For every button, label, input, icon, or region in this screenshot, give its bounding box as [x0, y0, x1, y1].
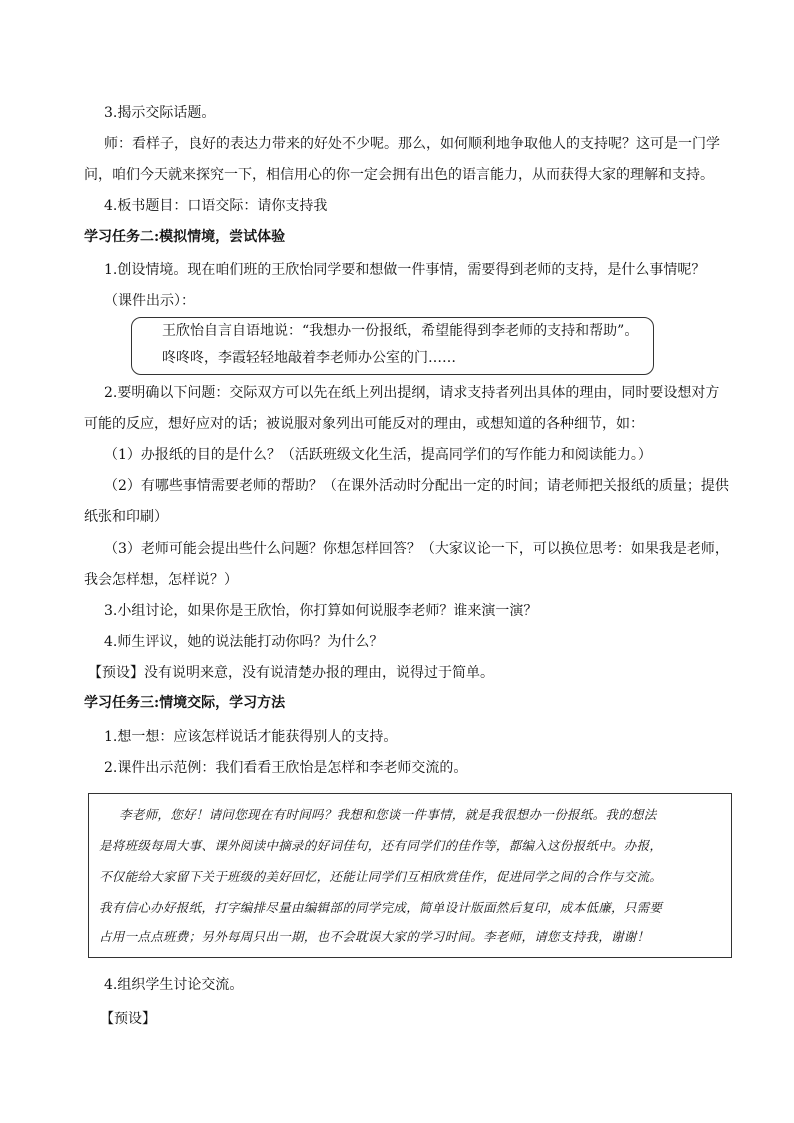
- paragraph-step-4: 4.板书题目：口语交际：请你支持我: [104, 198, 328, 214]
- paragraph-preset-2: 【预设】: [100, 1011, 156, 1027]
- question-3-line-1: （3）老师可能会提出些什么问题？你想怎样回答？（大家议论一下，可以换位思考：如果我是老师，: [104, 541, 729, 557]
- section-heading-task-3: 学习任务三:情境交际，学习方法: [84, 695, 286, 711]
- question-2-line-1: （2）有哪些事情需要老师的帮助？（在课外活动时分配出一定的时间；请老师把关报纸的质量；提供: [104, 478, 729, 494]
- question-1: （1）办报纸的目的是什么？（活跃班级文化生活，提高同学们的写作能力和阅读能力。）: [104, 447, 652, 463]
- paragraph-task2-step-2-line-2: 可能的反应，想好应对的话；被说服对象列出可能反对的理由，或想知道的各种细节，如：: [84, 416, 644, 432]
- courseware-box: [131, 317, 654, 375]
- question-3-line-2: 我会怎样想，怎样说？）: [84, 572, 238, 588]
- paragraph-task3-step-1: 1.想一想：应该怎样说话才能获得别人的支持。: [104, 729, 398, 745]
- paragraph-step-3: 3.揭示交际话题。: [104, 105, 216, 121]
- paragraph-task3-step-2: 2.课件出示范例：我们看看王欣怡是怎样和李老师交流的。: [104, 760, 468, 776]
- paragraph-task2-step-2-line-1: 2.要明确以下问题：交际双方可以先在纸上列出提纲，请求支持者列出具体的理由，同时要设想对方: [104, 385, 720, 401]
- example-line-4: 我有信心办好报纸，打字编排尽量由编辑部的同学完成，简单设计版面然后复印，成本低廉，只需要: [99, 900, 663, 915]
- paragraph-task2-step-3: 3.小组讨论，如果你是王欣怡，你打算如何说服李老师？谁来演一演？: [104, 603, 538, 619]
- example-line-2: 是将班级每周大事、课外阅读中摘录的好词佳句，还有同学们的佳作等，都编入这份报纸中。办报，: [99, 838, 663, 853]
- courseware-line-2: 咚咚咚，李霞轻轻地敲着李老师办公室的门……: [162, 350, 456, 366]
- paragraph-task2-step-4: 4.师生评议，她的说法能打动你吗？为什么？: [104, 634, 384, 650]
- example-line-1: 李老师，您好！请问您现在有时间吗？我想和您谈一件事情，就是我很想办一份报纸。我的想法: [119, 807, 657, 822]
- courseware-line-1: 王欣怡自言自语地说：“我想办一份报纸，希望能得到李老师的支持和帮助”。: [162, 323, 639, 339]
- paragraph-task3-step-4: 4.组织学生讨论交流。: [104, 977, 244, 993]
- example-dialogue-box: [88, 793, 732, 958]
- paragraph-task2-step-1: 1.创设情境。现在咱们班的王欣怡同学要和想做一件事情，需要得到老师的支持，是什么事情呢？: [104, 262, 706, 278]
- example-line-5: 占用一点点班费；另外每周只出一期，也不会耽误大家的学习时间。李老师，请您支持我，谢谢！: [99, 929, 650, 944]
- paragraph-teacher-line-2: 问，咱们今天就来探究一下，相信用心的你一定会拥有出色的语言能力，从而获得大家的理解和支持。: [84, 167, 714, 183]
- paragraph-teacher-line-1: 师：看样子，良好的表达力带来的好处不少呢。那么，如何顺利地争取他人的支持呢？这可是一门学: [104, 136, 720, 152]
- section-heading-task-2: 学习任务二:模拟情境，尝试体验: [84, 229, 286, 245]
- paragraph-courseware-label: （课件出示）：: [104, 293, 195, 309]
- paragraph-preset-1: 【预设】没有说明来意，没有说清楚办报的理由，说得过于简单。: [88, 665, 494, 681]
- question-2-line-2: 纸张和印刷）: [84, 509, 168, 525]
- example-line-3: 不仅能给大家留下关于班级的美好回忆，还能让同学们互相欣赏佳作，促进同学之间的合作与交流。: [99, 869, 663, 884]
